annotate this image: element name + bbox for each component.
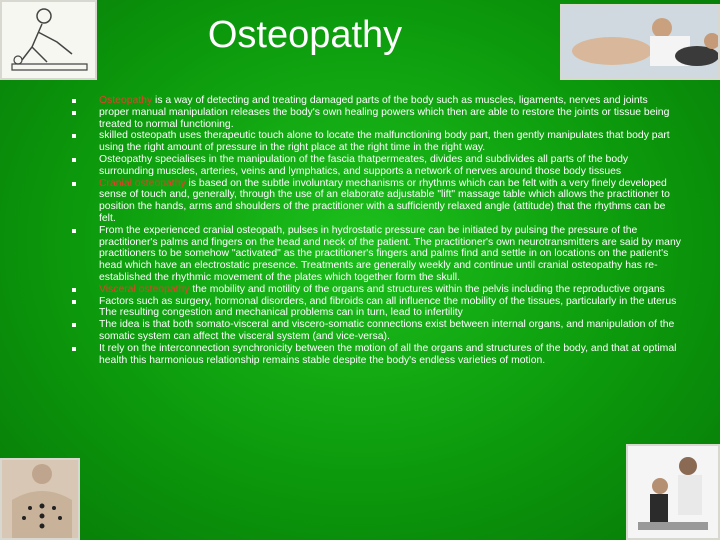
bullet-item — [72, 343, 682, 367]
spine-back-photo — [0, 458, 80, 540]
bullet-item — [72, 225, 682, 284]
square-bullet-icon — [72, 111, 76, 115]
square-bullet-icon — [72, 182, 76, 186]
bullet-highlight: Osteopathy — [99, 95, 153, 106]
square-bullet-icon — [72, 288, 76, 292]
bullet-highlight: Visceral osteopathy — [99, 283, 190, 295]
square-bullet-icon — [72, 229, 76, 233]
therapist-photo-icon — [628, 446, 720, 540]
bullet-text: It rely on the interconnection synchronicity between the motion of all the organs and structures of the body, and that at optimal health this harmonious relationship remains stable despite the body's endless varieties of motion. — [99, 342, 677, 366]
square-bullet-icon — [72, 347, 76, 351]
bullet-text: proper manual manipulation releases the body's own healing powers which then are able to restore the joints or tissue being treated to normal functioning. — [99, 106, 670, 130]
bullet-item — [72, 178, 682, 225]
bullet-list — [72, 95, 682, 366]
bullet-item — [72, 319, 682, 343]
square-bullet-icon — [72, 158, 76, 162]
bullet-text: Osteopathy specialises in the manipulation of the fascia thatpermeates, divides and subdivides all parts of the body surrounding muscles, arteries, veins and lymphatics, and supports a network of nerves around those body tissues — [99, 153, 629, 177]
treatment-photo-bottom — [626, 444, 720, 540]
bullet-text: is a way of detecting and treating damaged parts of the body such as muscles, ligaments, nerves and joints — [152, 95, 648, 106]
bullet-item — [72, 284, 682, 296]
bullet-text: is based on the subtle involuntary mechanisms or rhythms which can be felt with a very finely developed sense of touch and, generally, through the use of an elaborate adjustable "lift" massage table which allows the practitioner to position the hands, arms and shoulders of the practitioner with a sufficiently relaxed angle (attitude) that the rhythms can be felt. — [99, 177, 670, 224]
bullet-text: the mobility and motility of the organs and structures within the pelvis including the reproductive organs — [189, 283, 665, 295]
treatment-photo-top — [560, 4, 720, 80]
bullet-text: skilled osteopath uses therapeutic touch alone to locate the malfunctioning body part, then gently manipulates that body part using the right amount of pressure in the right place at the right time in the right way. — [99, 130, 670, 154]
bullet-item — [72, 296, 682, 320]
square-bullet-icon — [72, 99, 76, 103]
square-bullet-icon — [72, 300, 76, 304]
square-bullet-icon — [72, 323, 76, 327]
slide-title: Osteopathy — [207, 14, 403, 56]
treatment-photo-icon — [562, 6, 720, 80]
bullet-item — [72, 154, 682, 178]
bullet-highlight: Cranial osteopathy — [99, 177, 186, 189]
square-bullet-icon — [72, 134, 76, 138]
bullet-text: The idea is that both somato-visceral and viscero-somatic connections exist between internal organs, and manipulation of the somatic system can affect the visceral system (and vice-versa). — [99, 319, 675, 342]
bullet-item — [72, 107, 682, 131]
massage-sketch-icon — [2, 2, 97, 80]
bullet-text: Factors such as surgery, hormonal disorders, and fibroids can all influence the mobility of the tissues, particularly in the uterus The resulting congestion and mechanical problems can in turn, lead to infertility — [99, 295, 677, 319]
spine-points-icon — [2, 460, 80, 540]
bullet-item — [72, 95, 682, 107]
massage-sketch-image — [0, 0, 97, 80]
bullet-item — [72, 130, 682, 154]
bullet-text: From the experienced cranial osteopath, pulses in hydrostatic pressure can be initiated by pulsing the pressure of the practitioner's palms and fingers on the head and neck of the patient. The practitioner's own neurotransmitters are said by many practitioners to be somehow "activated" as the practitioner's fingers and palms find and settle in on locations on the patient's head which have an electrostatic presence. Treatments are generally weekly and continue until cranial osteopathy has re-established the rhythmic movement of the plates which together form the skull. — [99, 224, 681, 283]
